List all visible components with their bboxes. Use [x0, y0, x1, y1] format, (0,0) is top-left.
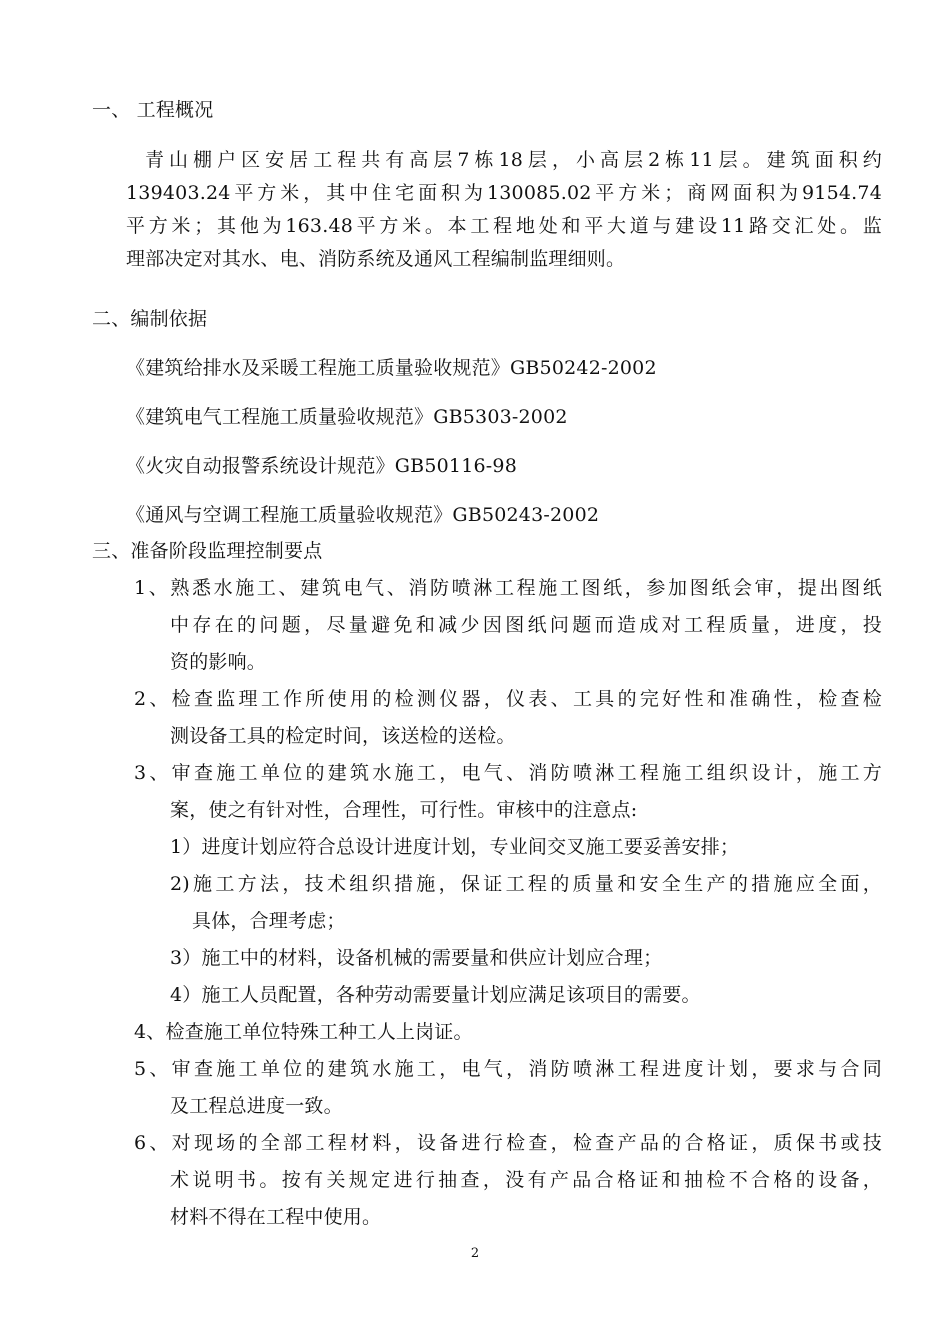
reference-item: 《建筑电气工程施工质量验收规范》GB5303-2002 [126, 406, 568, 428]
list-item-line: 资的影响。 [170, 651, 267, 673]
sub-item-line: 2)施工方法，技术组织措施，保证工程的质量和安全生产的措施应全面， [170, 873, 882, 895]
page-number: 2 [470, 1246, 480, 1261]
paragraph-line: 平方米；其他为163.48平方米。本工程地处和平大道与建设11路交汇处。监 [126, 215, 882, 237]
paragraph-line: 理部决定对其水、电、消防系统及通风工程编制监理细则。 [126, 248, 626, 270]
sub-item-line: 1）进度计划应符合总设计进度计划，专业间交叉施工要妥善安排； [170, 836, 740, 858]
list-item-line: 案，使之有针对性，合理性，可行性。审核中的注意点: [170, 799, 638, 821]
paragraph-line: 139403.24平方米，其中住宅面积为130085.02平方米；商网面积为9154.74 [126, 182, 882, 204]
list-item-line: 2、检查监理工作所使用的检测仪器，仪表、工具的完好性和准确性，检查检 [134, 688, 882, 710]
list-item-line: 术说明书。按有关规定进行抽查，没有产品合格证和抽检不合格的设备， [170, 1169, 882, 1191]
sub-item-line: 3）施工中的材料，设备机械的需要量和供应计划应合理； [170, 947, 663, 969]
section-heading-control-points: 三、准备阶段监理控制要点 [92, 540, 323, 562]
list-item-line: 3、审查施工单位的建筑水施工，电气、消防喷淋工程施工组织设计，施工方 [134, 762, 882, 784]
list-item-line: 6、对现场的全部工程材料，设备进行检查，检查产品的合格证，质保书或技 [134, 1132, 882, 1154]
list-item-line: 材料不得在工程中使用。 [170, 1206, 382, 1228]
list-item-line: 4、检查施工单位特殊工种工人上岗证。 [134, 1021, 473, 1043]
list-item-line: 5、审查施工单位的建筑水施工，电气，消防喷淋工程进度计划，要求与合同 [134, 1058, 882, 1080]
list-item-line: 及工程总进度一致。 [170, 1095, 343, 1117]
list-item-line: 中存在的问题，尽量避免和减少因图纸问题而造成对工程质量，进度，投 [170, 614, 882, 636]
section-heading-basis: 二、编制依据 [92, 308, 208, 330]
sub-item-line: 4）施工人员配置，各种劳动需要量计划应满足该项目的需要。 [170, 984, 701, 1006]
list-item-line: 1、熟悉水施工、建筑电气、消防喷淋工程施工图纸，参加图纸会审，提出图纸 [134, 577, 882, 599]
reference-item: 《火灾自动报警系统设计规范》GB50116-98 [126, 455, 517, 477]
reference-item: 《通风与空调工程施工质量验收规范》GB50243-2002 [126, 504, 600, 526]
section-heading-overview: 一、 工程概况 [92, 99, 214, 121]
paragraph-line: 青山棚户区安居工程共有高层7栋18层，小高层2栋11层。建筑面积约 [145, 149, 882, 171]
reference-item: 《建筑给排水及采暖工程施工质量验收规范》GB50242-2002 [126, 357, 657, 379]
list-item-line: 测设备工具的检定时间，该送检的送检。 [170, 725, 516, 747]
sub-item-line: 具体，合理考虑； [192, 910, 346, 932]
